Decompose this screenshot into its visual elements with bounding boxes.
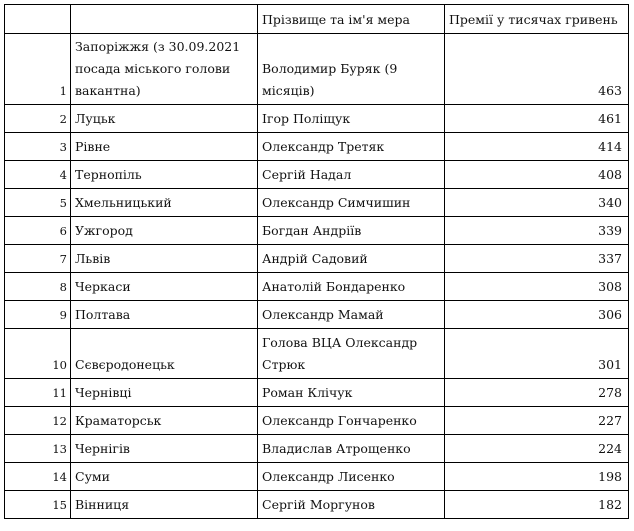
row-number: 2 <box>5 105 71 133</box>
city-cell: Рівне <box>71 133 258 161</box>
city-cell: Ужгород <box>71 217 258 245</box>
city-cell: Краматорськ <box>71 407 258 435</box>
mayor-cell: Олександр Третяк <box>258 133 445 161</box>
city-cell: Хмельницький <box>71 189 258 217</box>
city-cell: Вінниця <box>71 491 258 519</box>
table-row <box>5 105 629 133</box>
row-number: 7 <box>5 245 71 273</box>
mayor-cell: Роман Клічук <box>258 379 445 407</box>
table-row <box>5 189 629 217</box>
row-number: 12 <box>5 407 71 435</box>
prize-cell: 339 <box>445 217 629 245</box>
mayor-cell: Богдан Андріїв <box>258 217 445 245</box>
header-prize: Премії у тисячах гривень <box>445 5 629 34</box>
table-row <box>5 273 629 301</box>
prize-cell: 182 <box>445 491 629 519</box>
row-number: 15 <box>5 491 71 519</box>
table-row <box>5 161 629 189</box>
mayor-cell: Олександр Симчишин <box>258 189 445 217</box>
row-number: 4 <box>5 161 71 189</box>
row-number: 6 <box>5 217 71 245</box>
city-cell: Чернігів <box>71 435 258 463</box>
table-row <box>5 329 629 379</box>
table-row <box>5 133 629 161</box>
mayor-cell: Олександр Мамай <box>258 301 445 329</box>
table-row <box>5 245 629 273</box>
row-number: 5 <box>5 189 71 217</box>
city-cell: Сєвєродонецьк <box>71 329 258 379</box>
city-cell: Полтава <box>71 301 258 329</box>
table-row <box>5 217 629 245</box>
city-cell: Черкаси <box>71 273 258 301</box>
mayor-cell: Андрій Садовий <box>258 245 445 273</box>
city-cell: Луцьк <box>71 105 258 133</box>
prize-cell: 461 <box>445 105 629 133</box>
prize-cell: 227 <box>445 407 629 435</box>
prize-cell: 463 <box>445 34 629 105</box>
mayor-cell: Голова ВЦА Олександр Стрюк <box>258 329 445 379</box>
table-header-row <box>5 5 629 34</box>
prize-cell: 308 <box>445 273 629 301</box>
row-number: 13 <box>5 435 71 463</box>
header-number <box>5 5 71 34</box>
row-number: 1 <box>5 34 71 105</box>
table-row <box>5 491 629 519</box>
table-row <box>5 435 629 463</box>
mayor-cell: Сергій Моргунов <box>258 491 445 519</box>
mayor-cell: Анатолій Бондаренко <box>258 273 445 301</box>
row-number: 8 <box>5 273 71 301</box>
prize-cell: 414 <box>445 133 629 161</box>
prize-cell: 198 <box>445 463 629 491</box>
mayors-prizes-table <box>4 4 629 519</box>
header-mayor-name: Прізвище та ім'я мера <box>258 5 445 34</box>
mayor-cell: Володимир Буряк (9 місяців) <box>258 34 445 105</box>
city-cell: Чернівці <box>71 379 258 407</box>
prize-cell: 337 <box>445 245 629 273</box>
row-number: 3 <box>5 133 71 161</box>
city-cell: Львів <box>71 245 258 273</box>
mayor-cell: Владислав Атрощенко <box>258 435 445 463</box>
city-cell: Тернопіль <box>71 161 258 189</box>
row-number: 9 <box>5 301 71 329</box>
prize-cell: 408 <box>445 161 629 189</box>
row-number: 10 <box>5 329 71 379</box>
table-row <box>5 463 629 491</box>
header-city <box>71 5 258 34</box>
table-row <box>5 407 629 435</box>
prize-cell: 301 <box>445 329 629 379</box>
mayor-cell: Олександр Лисенко <box>258 463 445 491</box>
prize-cell: 340 <box>445 189 629 217</box>
prize-cell: 306 <box>445 301 629 329</box>
mayor-cell: Сергій Надал <box>258 161 445 189</box>
row-number: 11 <box>5 379 71 407</box>
table-row <box>5 379 629 407</box>
table-row <box>5 301 629 329</box>
table-row <box>5 34 629 105</box>
row-number: 14 <box>5 463 71 491</box>
prize-cell: 278 <box>445 379 629 407</box>
mayor-cell: Олександр Гончаренко <box>258 407 445 435</box>
document-container <box>4 4 629 519</box>
city-cell: Запоріжжя (з 30.09.2021 посада міського голови вакантна) <box>71 34 258 105</box>
mayor-cell: Ігор Поліщук <box>258 105 445 133</box>
city-cell: Суми <box>71 463 258 491</box>
prize-cell: 224 <box>445 435 629 463</box>
